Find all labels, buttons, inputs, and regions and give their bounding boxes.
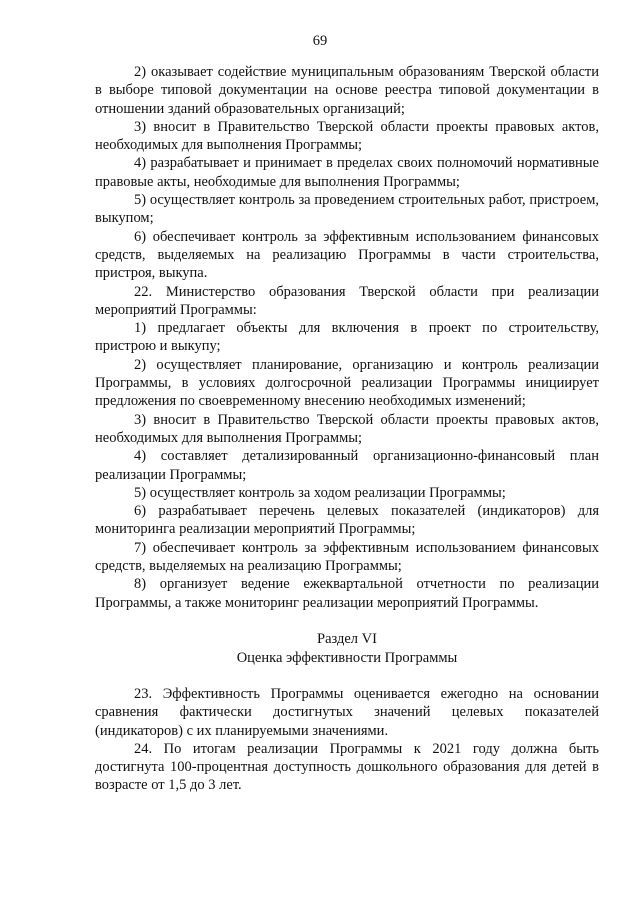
- paragraph-clause-22: 22. Министерство образования Тверской области при реализации мероприятий Программы:: [95, 283, 599, 318]
- paragraph-clause-24: 24. По итогам реализации Программы к 2021 году должна быть достигнута 100-процентная доступность дошкольного образования для детей в возрасте от 1,5 до 3 лет.: [95, 740, 599, 794]
- section-title: Оценка эффективности Программы: [236, 649, 458, 666]
- paragraph-item: 1) предлагает объекты для включения в проект по строительству, пристрою и выкупу;: [95, 320, 599, 355]
- paragraph-item: 3) вносит в Правительство Тверской области проекты правовых актов, необходимых для выполнения Программы;: [95, 411, 599, 446]
- paragraph-item: 5) осуществляет контроль за проведением строительных работ, пристроем, выкупом;: [95, 192, 599, 227]
- paragraph-item: 6) обеспечивает контроль за эффективным использованием финансовых средств, выделяемых на реализацию Программы в части строительства, пристроя, выкупа.: [95, 228, 599, 282]
- paragraph-item: 3) вносит в Правительство Тверской области проекты правовых актов, необходимых для выполнения Программы;: [95, 118, 599, 154]
- section-heading: [95, 630, 599, 668]
- paragraph-item: 2) осуществляет планирование, организацию и контроль реализации Программы, в условиях долгосрочной реализации Программы инициирует предложения по своевременному внесению необходимых изменений;: [95, 356, 599, 410]
- paragraph-item: 4) разрабатывает и принимает в пределах своих полномочий нормативные правовые акты, необходимые для выполнения Программы;: [95, 155, 599, 190]
- paragraph-clause-23: 23. Эффективность Программы оценивается ежегодно на основании сравнения фактически достигнутых значений целевых показателей (индикаторов) с их планируемыми значениями.: [95, 685, 599, 739]
- document-body: [95, 63, 599, 795]
- paragraph-item: 2) оказывает содействие муниципальным образованиям Тверской области в выборе типовой документации на основе реестра типовой документации в отношении зданий образовательных организаций;: [95, 64, 599, 117]
- paragraph-item: 4) составляет детализированный организационно-финансовый план реализации Программы;: [95, 448, 599, 483]
- paragraph-item: 5) осуществляет контроль за ходом реализации Программы;: [134, 484, 506, 501]
- section-label: Раздел VI: [317, 630, 377, 647]
- paragraph-item: 8) организует ведение ежеквартальной отчетности по реализации Программы, а также мониторинг реализации мероприятий Программы.: [95, 576, 599, 611]
- page-number: 69: [312, 33, 328, 49]
- paragraph-item: 6) разрабатывает перечень целевых показателей (индикаторов) для мониторинга реализации мероприятий Программы;: [95, 503, 599, 538]
- paragraph-item: 7) обеспечивает контроль за эффективным использованием финансовых средств, выделяемых на реализацию Программы;: [95, 539, 599, 575]
